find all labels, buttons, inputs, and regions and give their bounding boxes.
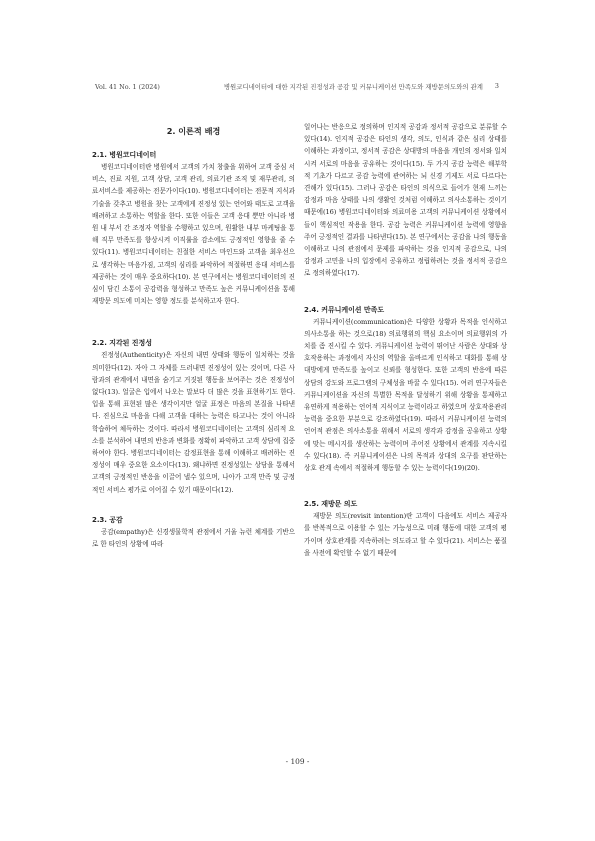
header-page-number: 3 [494, 82, 499, 90]
section-title: 2. 이론적 배경 [166, 126, 221, 136]
right-column [304, 121, 507, 559]
subsection-title-2-5: 2.5. 재방문 의도 [304, 500, 358, 509]
subsection-title-2-1: 2.1. 병원코디네이터 [92, 151, 157, 159]
paragraph-2-3-continued: 일어나는 반응으로 정의하며 인지적 공감과 정서적 공감으로 분류할 수 있다(14). 인지적 공감은 타인의 생각, 의도, 인식과 같은 심리 상태를 이해하는 과정이고, 정서적 공감은 상대방의 마음을 개인의 정서와 일치시켜 서로의 마음을 공유하는 것이다(15). 두 가지 공감 능력은 해부학적 기초가 다르고 공감 능력에 관여하는 뇌 신경 기제도 서로 다르다는 견해가 있다(15). 그러나 공감은 타인의 의식으로 들어가 현재 느끼는 감정과 마음 상태를 나의 생활인 것처럼 이해하고 의사소통하는 것이기 때문에(16) 병원코디네이터와 의료미용 고객의 커뮤니케이션 상황에서 들이 핵심적인 작용을 한다. 공감 능력은 커뮤니케이션 능력에 영향을 주어 긍정적인 결과를 나타낸다(15). 본 연구에서는 공감을 나의 행동을 이해하고 나의 관점에서 문제를 파악하는 것을 인지적 공감으로, 나의 감정과 고민을 나의 입장에서 공유하고 정립하려는 것을 정서적 공감으로 정의하였다(17). [304, 123, 507, 278]
paragraph-2-1: 병원코디네이터란 병원에서 고객의 가치 창출을 위하여 고객 중심 서비스, 진료 지원, 고객 상담, 고객 관리, 의료기관 조직 및 재무관리, 의료서비스를 제공하는 전문가이다(10). 병원코디네이터는 전문적 지식과 기술을 갖추고 병원을 찾는 고객에게 진정성 있는 언어와 태도로 고객을 배려하고 소통하는 역할을 한다. 또한 이들은 고객 응대 뿐만 아니라 병원 내 부서 간 조정자 역할을 수행하고 있으며, 원활한 내부 마케팅을 통해 직무 만족도를 향상시켜 이직률을 감소에도 긍정적인 영향을 줄 수 있다(11). 병원코디네이터는 친절한 서비스 마인드와 고객을 최우선으로 생각하는 마음가짐, 고객의 심리를 파악하여 적절하면 응대 서비스를 제공하는 것이 매우 중요하다(10). 본 연구에서는 병원코디네이터의 진심이 담긴 소통이 공감력을 형성하고 만족도 높은 커뮤니케이션을 통해 재방문 의도에 미치는 영향 정도를 분석하고자 한다. [92, 163, 295, 306]
running-title: 병원코디네이터에 대한 지각된 진정성과 공감 및 커뮤니케이션 만족도와 재방문의도와의 관계 [223, 83, 483, 91]
header-right [224, 82, 499, 91]
paragraph-2-3-start: 공감(empathy)은 신경생물학적 관점에서 거울 뉴런 체계를 기반으로 한 타인의 상황에 따라 [92, 527, 295, 549]
running-header [95, 82, 499, 91]
subsection-title-2-3: 2.3. 공감 [92, 515, 123, 524]
page-footer-number: - 109 - [285, 757, 310, 766]
left-column [92, 121, 295, 550]
paragraph-2-5: 재방문 의도(revisit intention)란 고객이 다음에도 서비스 제공자를 반복적으로 이용할 수 있는 가능성으로 미래 행동에 대한 고객의 평가이며 상호관계를 지속하려는 의도라고 할 수 있다(21). 서비스는 품질을 사전에 확인할 수 없기 때문에 [304, 512, 507, 557]
paragraph-2-4: 커뮤니케이션(communication)은 다양한 상황과 목적을 인식하고 의사소통을 하는 것으로(18) 의료행위의 핵심 요소이며 의료행위의 가치를 좀 진시킬 수 있다. 커뮤니케이션 능력이 뛰어난 사람은 상대와 상호작용하는 과정에서 자신의 역할을 올바르게 인식하고 대화를 통해 상대방에게 만족도를 높이고 신뢰를 형성한다. 또한 고객의 반응에 따른 상담의 강도와 프로그램의 구체성을 바꿀 수 있다(15). 여러 연구자들은 커뮤니케이션을 자신의 특별한 목적을 달성하기 위해 상황을 통제하고 유연하게 적용하는 언어적 지식이고 능력이라고 하였으며 상호작용관리 능력을 중요한 부분으로 강조하였다(19). 따라서 커뮤니케이션 능력의 언어적 관점은 의사소통을 위해서 서로의 생각과 감정을 공유하고 상황에 맞는 메시지를 생산하는 능력이며 주어진 상황에서 관계를 지속시킬 수 있다(18). 즉 커뮤니케이션은 나의 목적과 상대의 요구를 판단하는 상호 관계 속에서 적절하게 행동할 수 있는 능력이다(19)(20). [304, 317, 507, 473]
subsection-title-2-2: 2.2. 지각된 진정성 [92, 339, 152, 348]
paragraph-2-2: 진정성(Authenticity)은 자신의 내면 상태와 행동이 일치하는 것을 의미한다(12). 자아 그 자체를 드러내면 진정성이 있는 것이며, 다른 사람과의 관계에서 내면을 숨기고 거짓된 행동을 보여주는 것은 진정성이 없다(13). 얼굴은 입에서 나오는 말보다 더 많은 것을 표현하기도 한다. 입을 통해 표현된 많은 생각이지만 얼굴 표정은 마음의 본질을 나타낸다. 진심으로 마음을 다해 고객을 대하는 능력은 타고나는 것이 아니라 학습하여 체득하는 것이다. 따라서 병원코디네이터는 고객의 심리적 요소를 분석하여 내면의 반응과 변화를 정확히 파악하고 고객 상담에 집중하여야 한다. 병원코디네이터는 감정표현을 통해 이해하고 배려하는 진정성이 매우 중요한 요소이다(13). 왜냐하면 진정성있는 상담을 통해서 고객의 긍정적인 반응을 이끌어 낼수 있으며, 나아가 고객 만족 및 긍정적인 서비스 평가로 이어질 수 있기 때문이다(12). [92, 351, 295, 494]
journal-volume: Vol. 41 No. 1 (2024) [95, 83, 160, 91]
subsection-title-2-4: 2.4. 커뮤니케이션 만족도 [304, 305, 385, 314]
